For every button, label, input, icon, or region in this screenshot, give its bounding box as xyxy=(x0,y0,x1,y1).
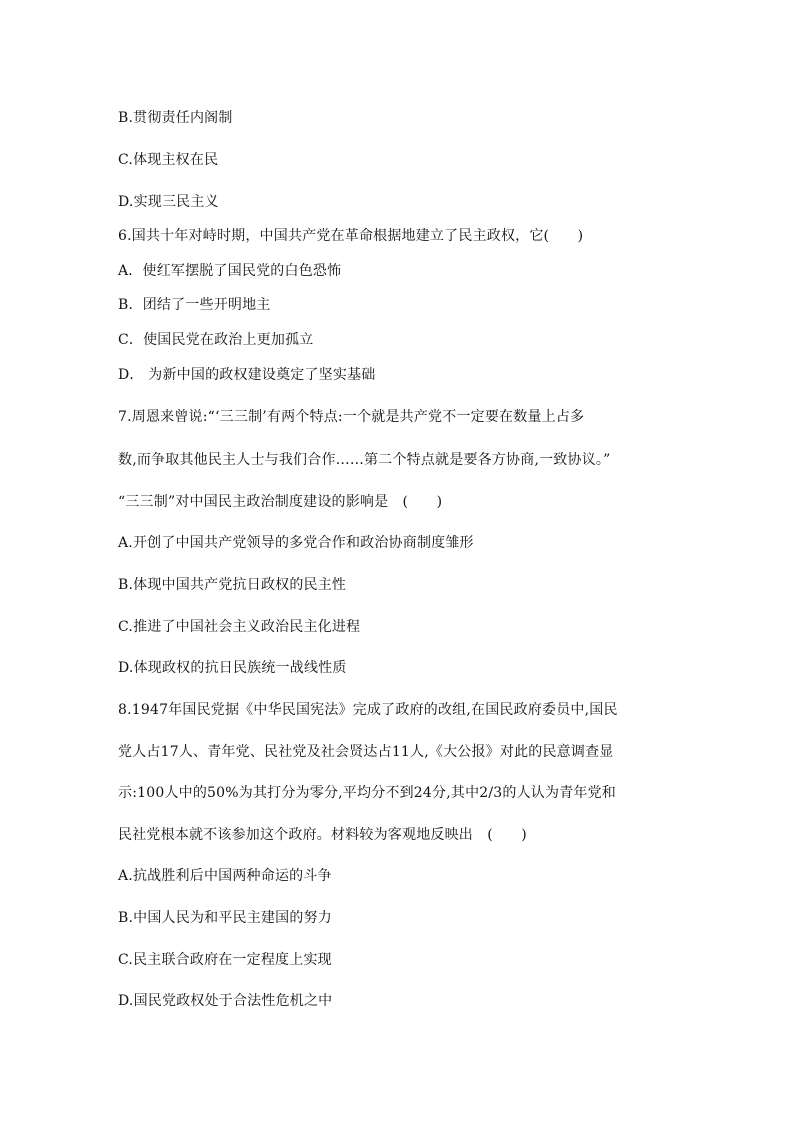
q6-option-d: D． 为新中国的政权建设奠定了坚实基础 xyxy=(118,367,376,383)
q6-option-a: A．使红军摆脱了国民党的白色恐怖 xyxy=(118,263,342,279)
q8-option-d: D.国民党政权处于合法性危机之中 xyxy=(118,993,333,1009)
q7-option-d: D.体现政权的抗日民族统一战线性质 xyxy=(118,660,347,676)
q8-stem-line-4: 民社党根本就不该参加这个政府。材料较为客观地反映出 ( ) xyxy=(118,827,527,843)
q7-option-b: B.体现中国共产党抗日政权的民主性 xyxy=(118,577,347,593)
q6-stem: 6.国共十年对峙时期，中国共产党在革命根据地建立了民主政权，它( ) xyxy=(118,228,584,244)
q8-option-a: A.抗战胜利后中国两种命运的斗争 xyxy=(118,868,332,884)
q8-stem-line-1: 8.1947年国民党据《中华民国宪法》完成了政府的改组,在国民政府委员中,国民 xyxy=(118,702,618,718)
q6-option-c: C．使国民党在政治上更加孤立 xyxy=(118,332,314,348)
q8-stem-line-3: 示:100人中的50%为其打分为零分,平均分不到24分,其中2/3的人认为青年党和 xyxy=(118,785,616,801)
q8-option-b: B.中国人民为和平民主建国的努力 xyxy=(118,910,332,926)
q7-stem-line-1: 7.周恩来曾说:“‘三三制’有两个特点:一个就是共产党不一定要在数量上占多 xyxy=(118,409,585,425)
q8-stem-line-2: 党人占17人、青年党、民社党及社会贤达占11人,《大公报》对此的民意调查显 xyxy=(118,744,614,760)
q6-option-b: B．团结了一些开明地主 xyxy=(118,297,271,313)
q5-option-d: D.实现三民主义 xyxy=(118,194,219,210)
q8-option-c: C.民主联合政府在一定程度上实现 xyxy=(118,952,332,968)
q7-option-a: A.开创了中国共产党领导的多党合作和政治协商制度雏形 xyxy=(118,535,474,551)
q7-stem-line-3: “三三制”对中国民主政治制度建设的影响是 ( ) xyxy=(118,494,443,510)
q7-stem-line-2: 数,而争取其他民主人士与我们合作……第二个特点就是要各方协商,一致协议。” xyxy=(118,452,611,468)
q5-option-b: B.贯彻责任内阁制 xyxy=(118,110,233,126)
q7-option-c: C.推进了中国社会主义政治民主化进程 xyxy=(118,619,361,635)
q5-option-c: C.体现主权在民 xyxy=(118,152,219,168)
